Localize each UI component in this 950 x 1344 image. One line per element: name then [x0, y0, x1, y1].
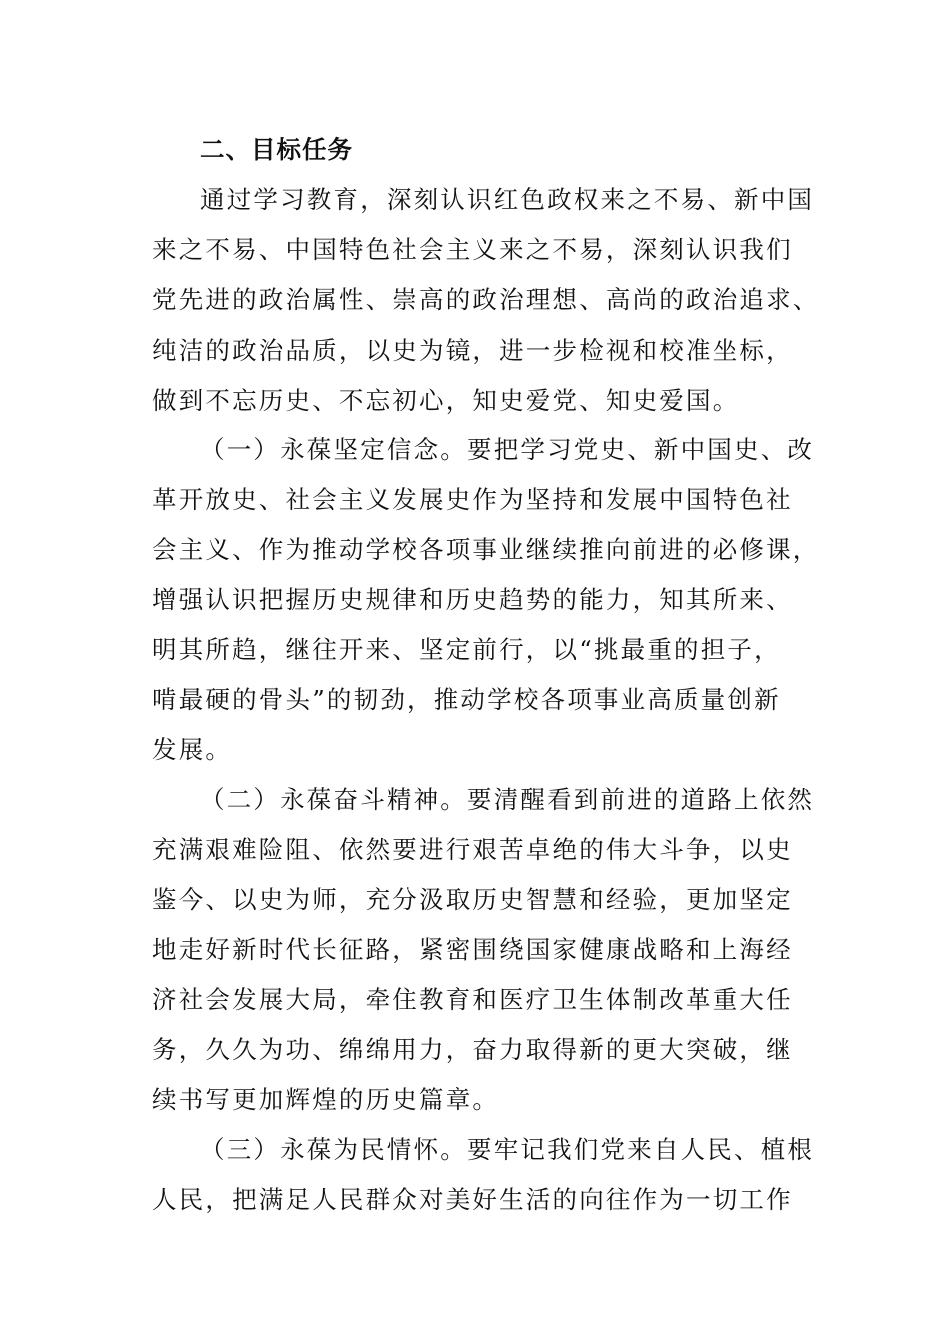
paragraph-line: 通过学习教育，深刻认识红色政权来之不易、新中国 — [200, 185, 815, 214]
paragraph-line: 纯洁的政治品质，以史为镜，进一步检视和校准坐标， — [152, 336, 793, 365]
paragraph-line: 发展。 — [152, 735, 233, 764]
paragraph-line: 续书写更加辉煌的历史篇章。 — [152, 1085, 500, 1114]
paragraph-line: 地走好新时代长征路，紧密围绕国家健康战略和上海经 — [152, 935, 793, 964]
paragraph-line: 会主义、作为推动学校各项事业继续推向前进的必修课， — [152, 535, 820, 564]
paragraph-line: 济社会发展大局，牵住教育和医疗卫生体制改革重大任 — [152, 985, 793, 1014]
paragraph-line: 啃最硬的骨头”的韧劲，推动学校各项事业高质量创新 — [152, 685, 781, 714]
paragraph-line: （二）永葆奋斗精神。要清醒看到前进的道路上依然 — [200, 785, 815, 814]
paragraph-line: 人民，把满足人民群众对美好生活的向往作为一切工作 — [152, 1185, 793, 1214]
paragraph-line: （一）永葆坚定信念。要把学习党史、新中国史、改 — [200, 435, 815, 464]
paragraph-line: 来之不易、中国特色社会主义来之不易，深刻认识我们 — [152, 235, 793, 264]
section-heading: 二、目标任务 — [200, 135, 353, 164]
paragraph-line: 明其所趋，继往开来、坚定前行，以“挑最重的担子， — [152, 635, 781, 664]
paragraph-line: 务，久久为功、绵绵用力，奋力取得新的更大突破，继 — [152, 1035, 793, 1064]
paragraph-line: 做到不忘历史、不忘初心，知史爱党、知史爱国。 — [152, 386, 740, 415]
paragraph-line: 鉴今、以史为师，充分汲取历史智慧和经验，更加坚定 — [152, 885, 793, 914]
paragraph-line: （三）永葆为民情怀。要牢记我们党来自人民、植根 — [200, 1135, 815, 1164]
paragraph-line: 革开放史、社会主义发展史作为坚持和发展中国特色社 — [152, 485, 793, 514]
paragraph-line: 充满艰难险阻、依然要进行艰苦卓绝的伟大斗争，以史 — [152, 835, 793, 864]
paragraph-line: 增强认识把握历史规律和历史趋势的能力，知其所来、 — [152, 585, 793, 614]
paragraph-line: 党先进的政治属性、崇高的政治理想、高尚的政治追求、 — [152, 285, 820, 314]
